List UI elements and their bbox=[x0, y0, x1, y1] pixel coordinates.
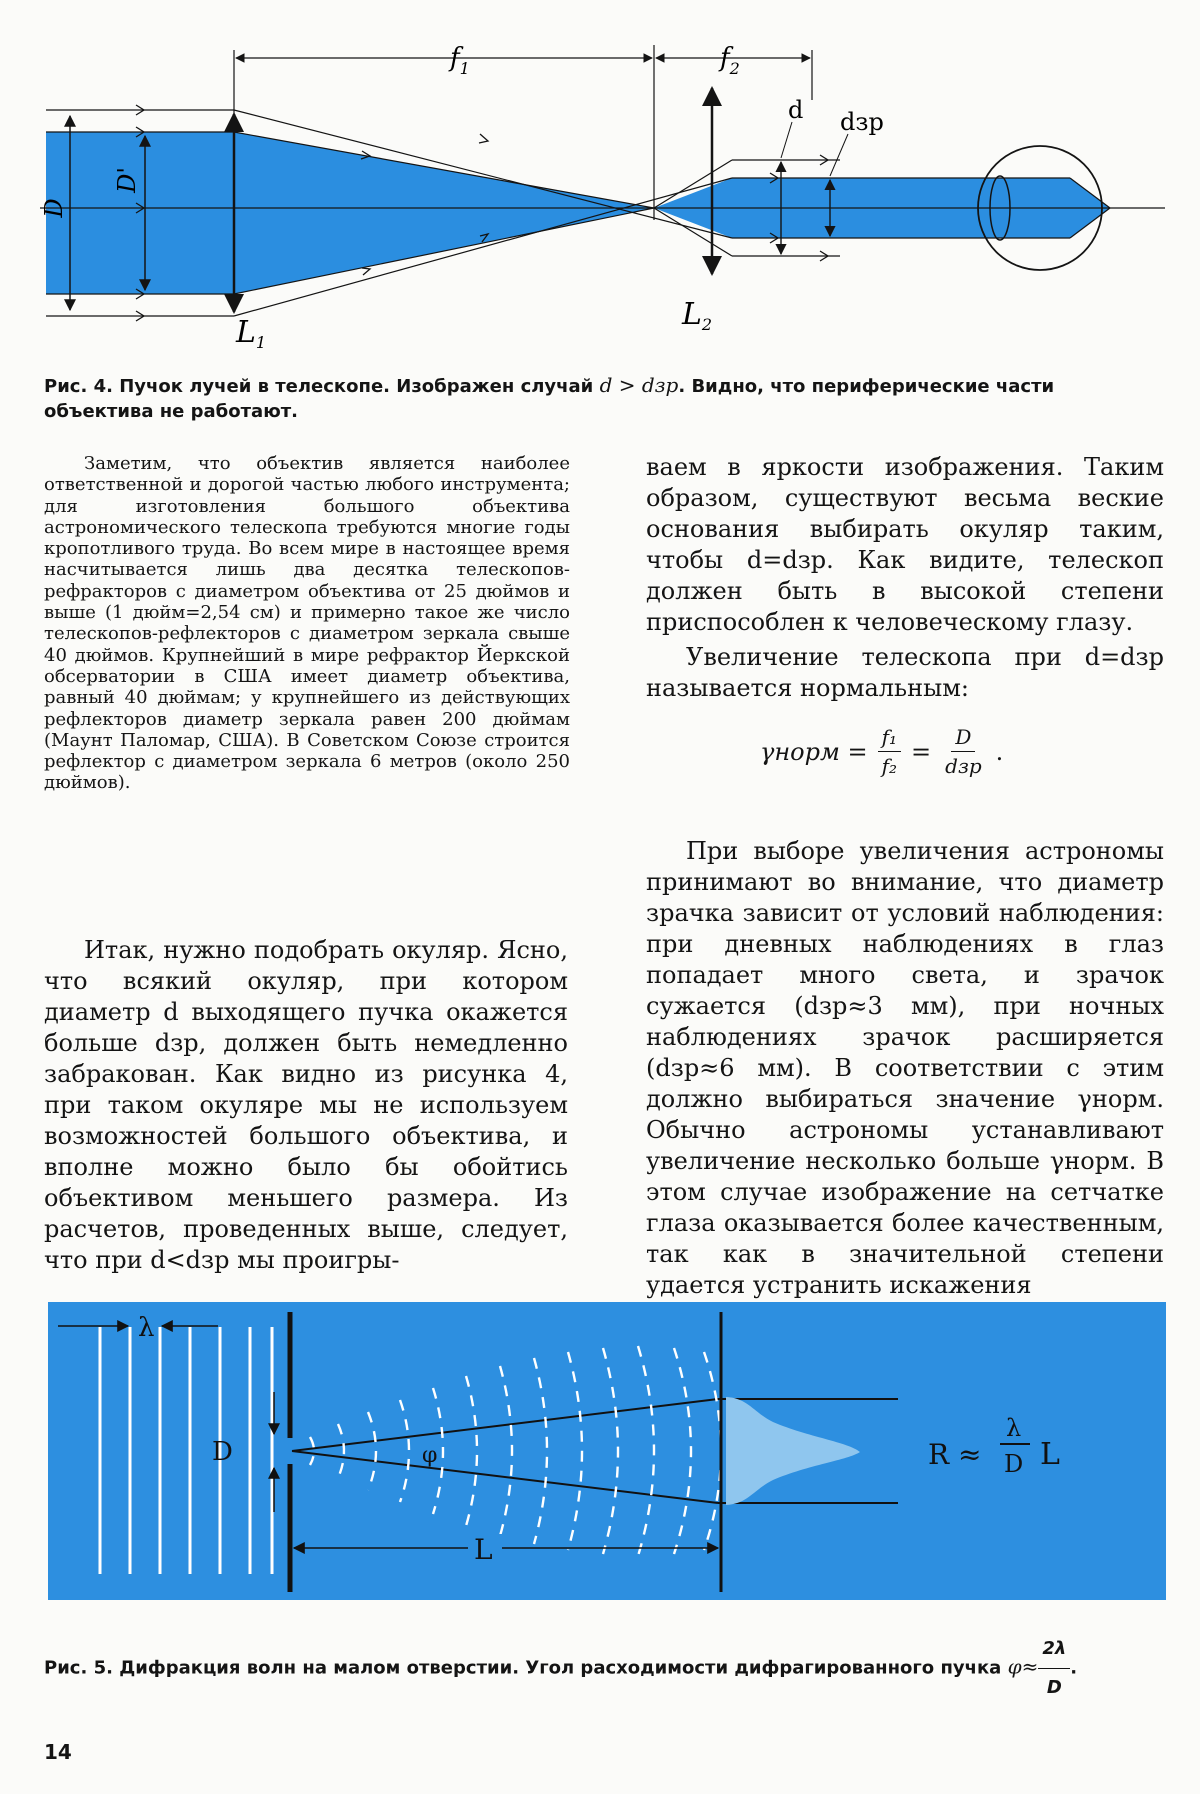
d-small-label: d bbox=[788, 96, 804, 124]
page-number: 14 bbox=[44, 1740, 72, 1764]
l-label: L bbox=[474, 1533, 493, 1566]
r-formula-l: L bbox=[1040, 1437, 1060, 1472]
light-beam bbox=[46, 132, 1110, 294]
f1-label: $f_1$ bbox=[450, 43, 470, 78]
diffraction-diagram bbox=[48, 1302, 1166, 1600]
f2-label: $f_2$ bbox=[720, 43, 740, 78]
l2-label: $L_2$ bbox=[682, 297, 713, 334]
left-column-paragraph: Итак, нужно подобрать окуляр. Ясно, что всякий окуляр, при котором диаметр d выходящего пучка окажется больше dзр, должен быть немедленно забракован. Как видно из рисунка 4, при таком окуляре мы не используем возможностей большого объектива, и вполне можно было бы обойтись объективом меньшего размера. Из расчетов, проведенных выше, следует, что при d<dзр мы проигры- bbox=[44, 936, 568, 1274]
small-print-paragraph: Заметим, что объектив является наиболее ответственной и дорогой частью любого инструмента; для изготовления большого объектива астрономического телескопа требуются многие годы кропотливого труда. Во всем мире в настоящее время насчитывается лишь два десятка телескопов-рефракторов с диаметром объектива от 25 дюймов и выше (1 дюйм=2,54 см) и примерно такое же число телескопов-рефлекторов с диаметром зеркала свыше 40 дюймов. Крупнейший в мире рефрактор Йеркской обсерватории в США имеет диаметр объектива, равный 40 дюймам; у крупнейшего из действующих рефлекторов диаметр зеркала равен 200 дюймам (Маунт Паломар, США). В Советском Союзе строится рефлектор с диаметром зеркала 6 метров (около 250 дюймов). bbox=[44, 453, 570, 794]
dzr-label: dзр bbox=[840, 108, 884, 136]
normal-magnification-formula: γнорм = $\frac{\text{f₁}}{\text{f₂}}$ = $\frac{D}{\text{dзр}}$ . bbox=[760, 725, 1004, 778]
dprime-label: D' bbox=[113, 167, 141, 193]
right-paragraph-1: ваем в яркости изображения. Таким образом, существуют весьма веские основания выбирать окуляр таким, чтобы d=dзр. Как видите, телескоп должен быть в высокой степени приспособлен к человеческому глазу. bbox=[646, 453, 1164, 636]
phi-label: φ bbox=[422, 1443, 438, 1468]
r-formula-den: D bbox=[1004, 1450, 1024, 1478]
d-label: D bbox=[40, 198, 68, 218]
figure5-caption: Рис. 5. Дифракция волн на малом отверстии. Угол расходимости дифрагированного пучка φ≈ $\frac{2\lambda}{D}$ . bbox=[44, 1632, 1154, 1705]
right-paragraph-2: Увеличение телескопа при d=dзр называется нормальным: bbox=[646, 643, 1164, 702]
slit-d-label: D bbox=[212, 1437, 233, 1467]
r-formula-num: λ bbox=[1006, 1414, 1022, 1442]
figure4-caption: Рис. 4. Пучок лучей в телескопе. Изображен случай d > dзр. Видно, что периферические части объектива не работают. bbox=[44, 373, 1055, 422]
l1-label: $L_1$ bbox=[236, 315, 267, 350]
lambda-label: λ bbox=[138, 1313, 155, 1343]
r-formula-lhs: R ≈ bbox=[928, 1438, 982, 1471]
telescope-beam-diagram bbox=[40, 30, 1170, 350]
right-column-text bbox=[646, 452, 1164, 1301]
right-paragraph-3: При выборе увеличения астрономы принимают во внимание, что диаметр зрачка зависит от условий наблюдения: при дневных наблюдениях в глаз попадает много света, и зрачок сужается (dзр≈3 мм), при ночных наблюдениях зрачок расширяется (dзр≈6 мм). В соответствии с этим должно выбираться значение γнорм. Обычно астрономы устанавливают увеличение несколько больше γнорм. В этом случае изображение на сетчатке глаза оказывается более качественным, так как в значительной степени удается устранить искажения bbox=[646, 837, 1164, 1299]
